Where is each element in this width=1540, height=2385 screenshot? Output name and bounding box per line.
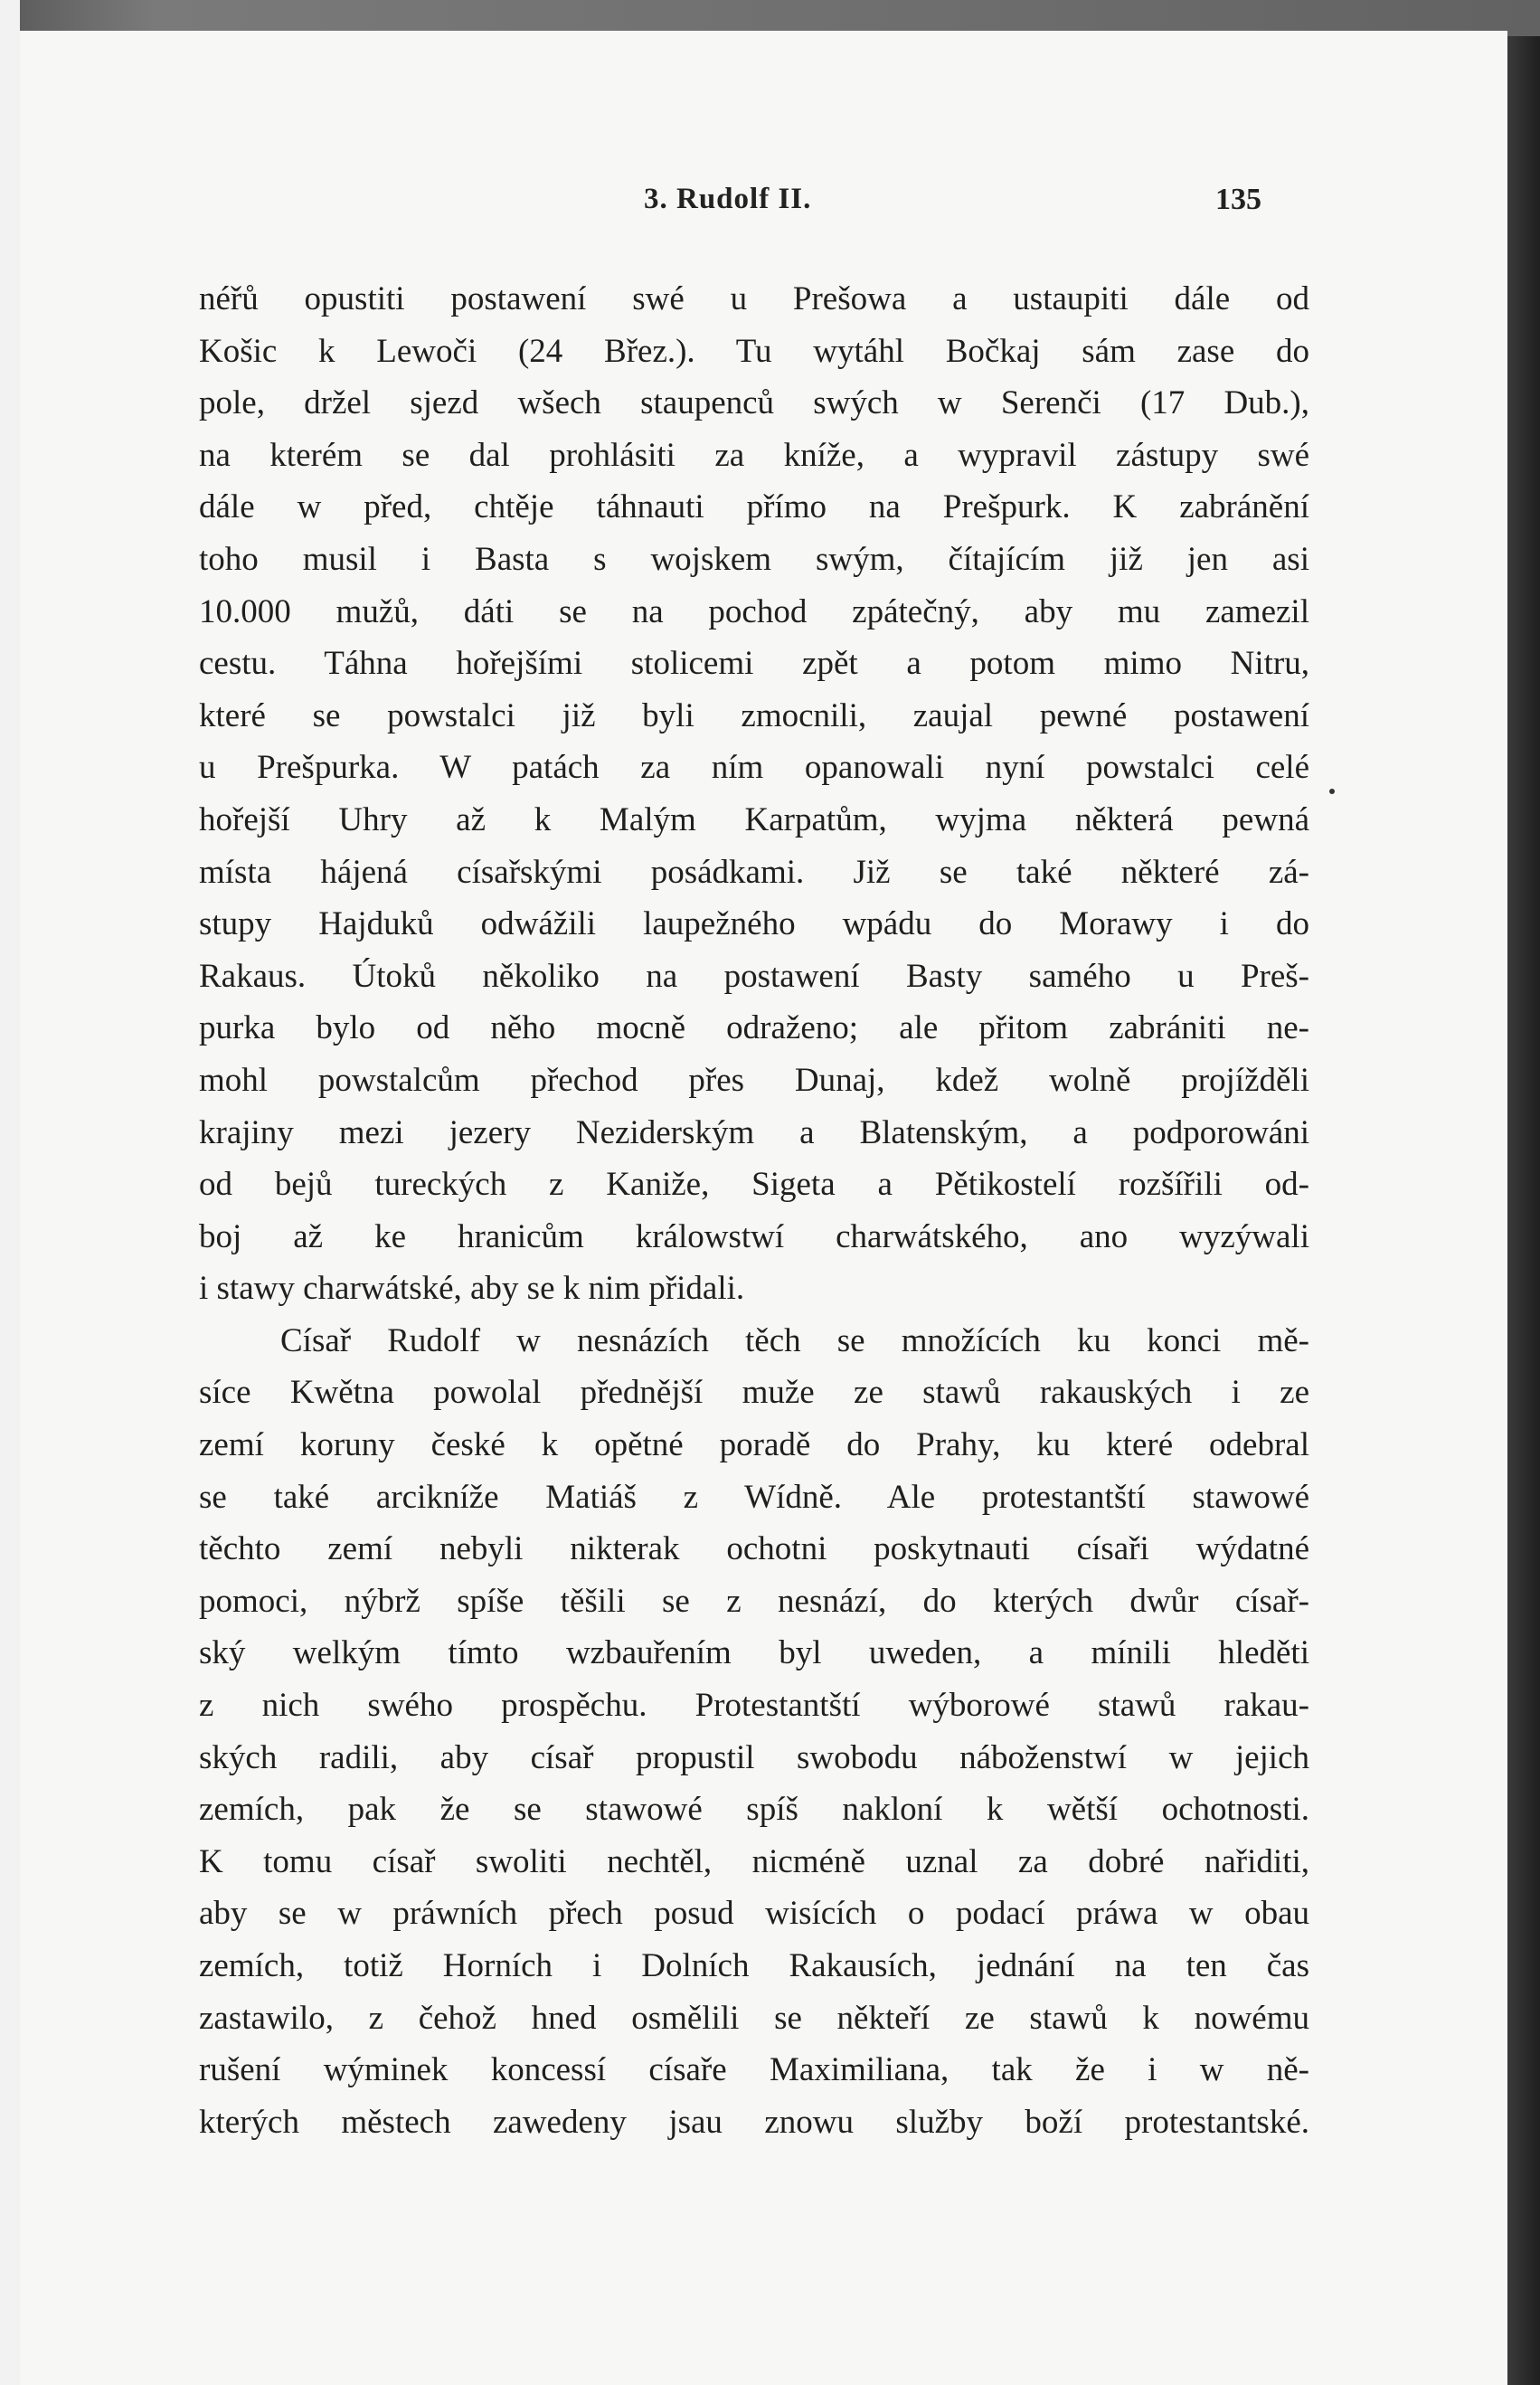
text-line: zemích, pak že se stawowé spíš nakloní k wětší ochotnosti.	[199, 1791, 1309, 1829]
text-line: síce Kwětna powolal přednější muže ze stawů rakauských i ze	[199, 1374, 1309, 1412]
text-line: dále w před, chtěje táhnauti přímo na Prešpurk. K zabránění	[199, 488, 1309, 526]
text-line: aby se w práwních přech posud wisících o podací práwa w obau	[199, 1895, 1309, 1933]
ink-speck	[1329, 789, 1335, 794]
text-line: krajiny mezi jezery Neziderským a Blatenským, a podporowáni	[199, 1113, 1309, 1151]
text-line: na kterém se dal prohlásiti za kníže, a wypravil zástupy swé	[199, 436, 1309, 474]
text-line: néřů opustiti postawení swé u Prešowa a ustaupiti dále od	[199, 280, 1309, 317]
text-line: pomoci, nýbrž spíše těšili se z nesnází, do kterých dwůr císař-	[199, 1582, 1309, 1620]
text-line: z nich swého prospěchu. Protestantští wýborowé stawů rakau-	[199, 1687, 1309, 1725]
text-line: těchto zemí nebyli nikterak ochotni poskytnauti císaři wýdatné	[199, 1530, 1309, 1568]
text-line: cestu. Táhna hořejšími stolicemi zpět a potom mimo Nitru,	[199, 645, 1309, 683]
page-number: 135	[1215, 183, 1261, 216]
running-head: 3. Rudolf II.	[644, 183, 812, 215]
text-line: zemí koruny české k opětné poradě do Prahy, ku které odebral	[199, 1426, 1309, 1464]
binding-shadow	[1507, 36, 1540, 2385]
text-line: rušení wýminek koncessí císaře Maximiliana, tak že i w ně-	[199, 2051, 1309, 2089]
page-header	[20, 183, 1507, 237]
text-line: ský welkým tímto wzbauřením byl uweden, a mínili hleděti	[199, 1634, 1309, 1672]
text-line: místa hájená císařskými posádkami. Již se také některé zá-	[199, 853, 1309, 891]
text-line: hořejší Uhry až k Malým Karpatům, wyjma některá pewná	[199, 800, 1309, 838]
text-line: mohl powstalcům přechod přes Dunaj, kdež wolně projížděli	[199, 1061, 1309, 1099]
text-line: K tomu císař swoliti nechtěl, nicméně uznal za dobré nařiditi,	[199, 1842, 1309, 1880]
text-line: Rakaus. Útoků několiko na postawení Basty samého u Preš-	[199, 957, 1309, 995]
book-page	[20, 31, 1507, 2385]
text-line: zastawilo, z čehož hned osmělili se někteří ze stawů k nowému	[199, 1999, 1309, 2037]
text-line: purka bylo od něho mocně odraženo; ale přitom zabrániti ne-	[199, 1009, 1309, 1047]
text-line: u Prešpurka. W patách za ním opanowali nyní powstalci celé	[199, 749, 1309, 787]
text-line: Košic k Lewoči (24 Břez.). Tu wytáhl Bočkaj sám zase do	[199, 332, 1309, 370]
facing-page-edge	[0, 0, 20, 2385]
text-line: od bejů tureckých z Kaniže, Sigeta a Pětikostelí rozšířili od-	[199, 1166, 1309, 1204]
text-line: 10.000 mužů, dáti se na pochod zpátečný, aby mu zamezil	[199, 592, 1309, 630]
text-line: které se powstalci již byli zmocnili, zaujal pewné postawení	[199, 696, 1309, 734]
text-line: toho musil i Basta s wojskem swým, čítajícím již jen asi	[199, 540, 1309, 578]
text-line: zemích, totiž Horních i Dolních Rakausích, jednání na ten čas	[199, 1947, 1309, 1984]
text-line: ských radili, aby císař propustil swobodu náboženstwí w jejich	[199, 1738, 1309, 1776]
paragraph-end-line: i stawy charwátské, aby se k nim přidali.	[199, 1270, 745, 1308]
text-line: boj až ke hranicům králowstwí charwátského, ano wyzýwali	[199, 1217, 1309, 1255]
text-line: stupy Hajduků odwážili laupežného wpádu do Morawy i do	[199, 905, 1309, 943]
paragraph-start-line: Císař Rudolf w nesnázích těch se množících ku konci mě-	[280, 1321, 1309, 1359]
text-line: se také arcikníže Matiáš z Wídně. Ale protestantští stawowé	[199, 1478, 1309, 1516]
text-line: kterých městech zawedeny jsau znowu služby boží protestantské.	[199, 2103, 1309, 2141]
text-line: pole, držel sjezd wšech staupenců swých w Serenči (17 Dub.),	[199, 384, 1309, 422]
body-text	[199, 273, 1309, 2148]
